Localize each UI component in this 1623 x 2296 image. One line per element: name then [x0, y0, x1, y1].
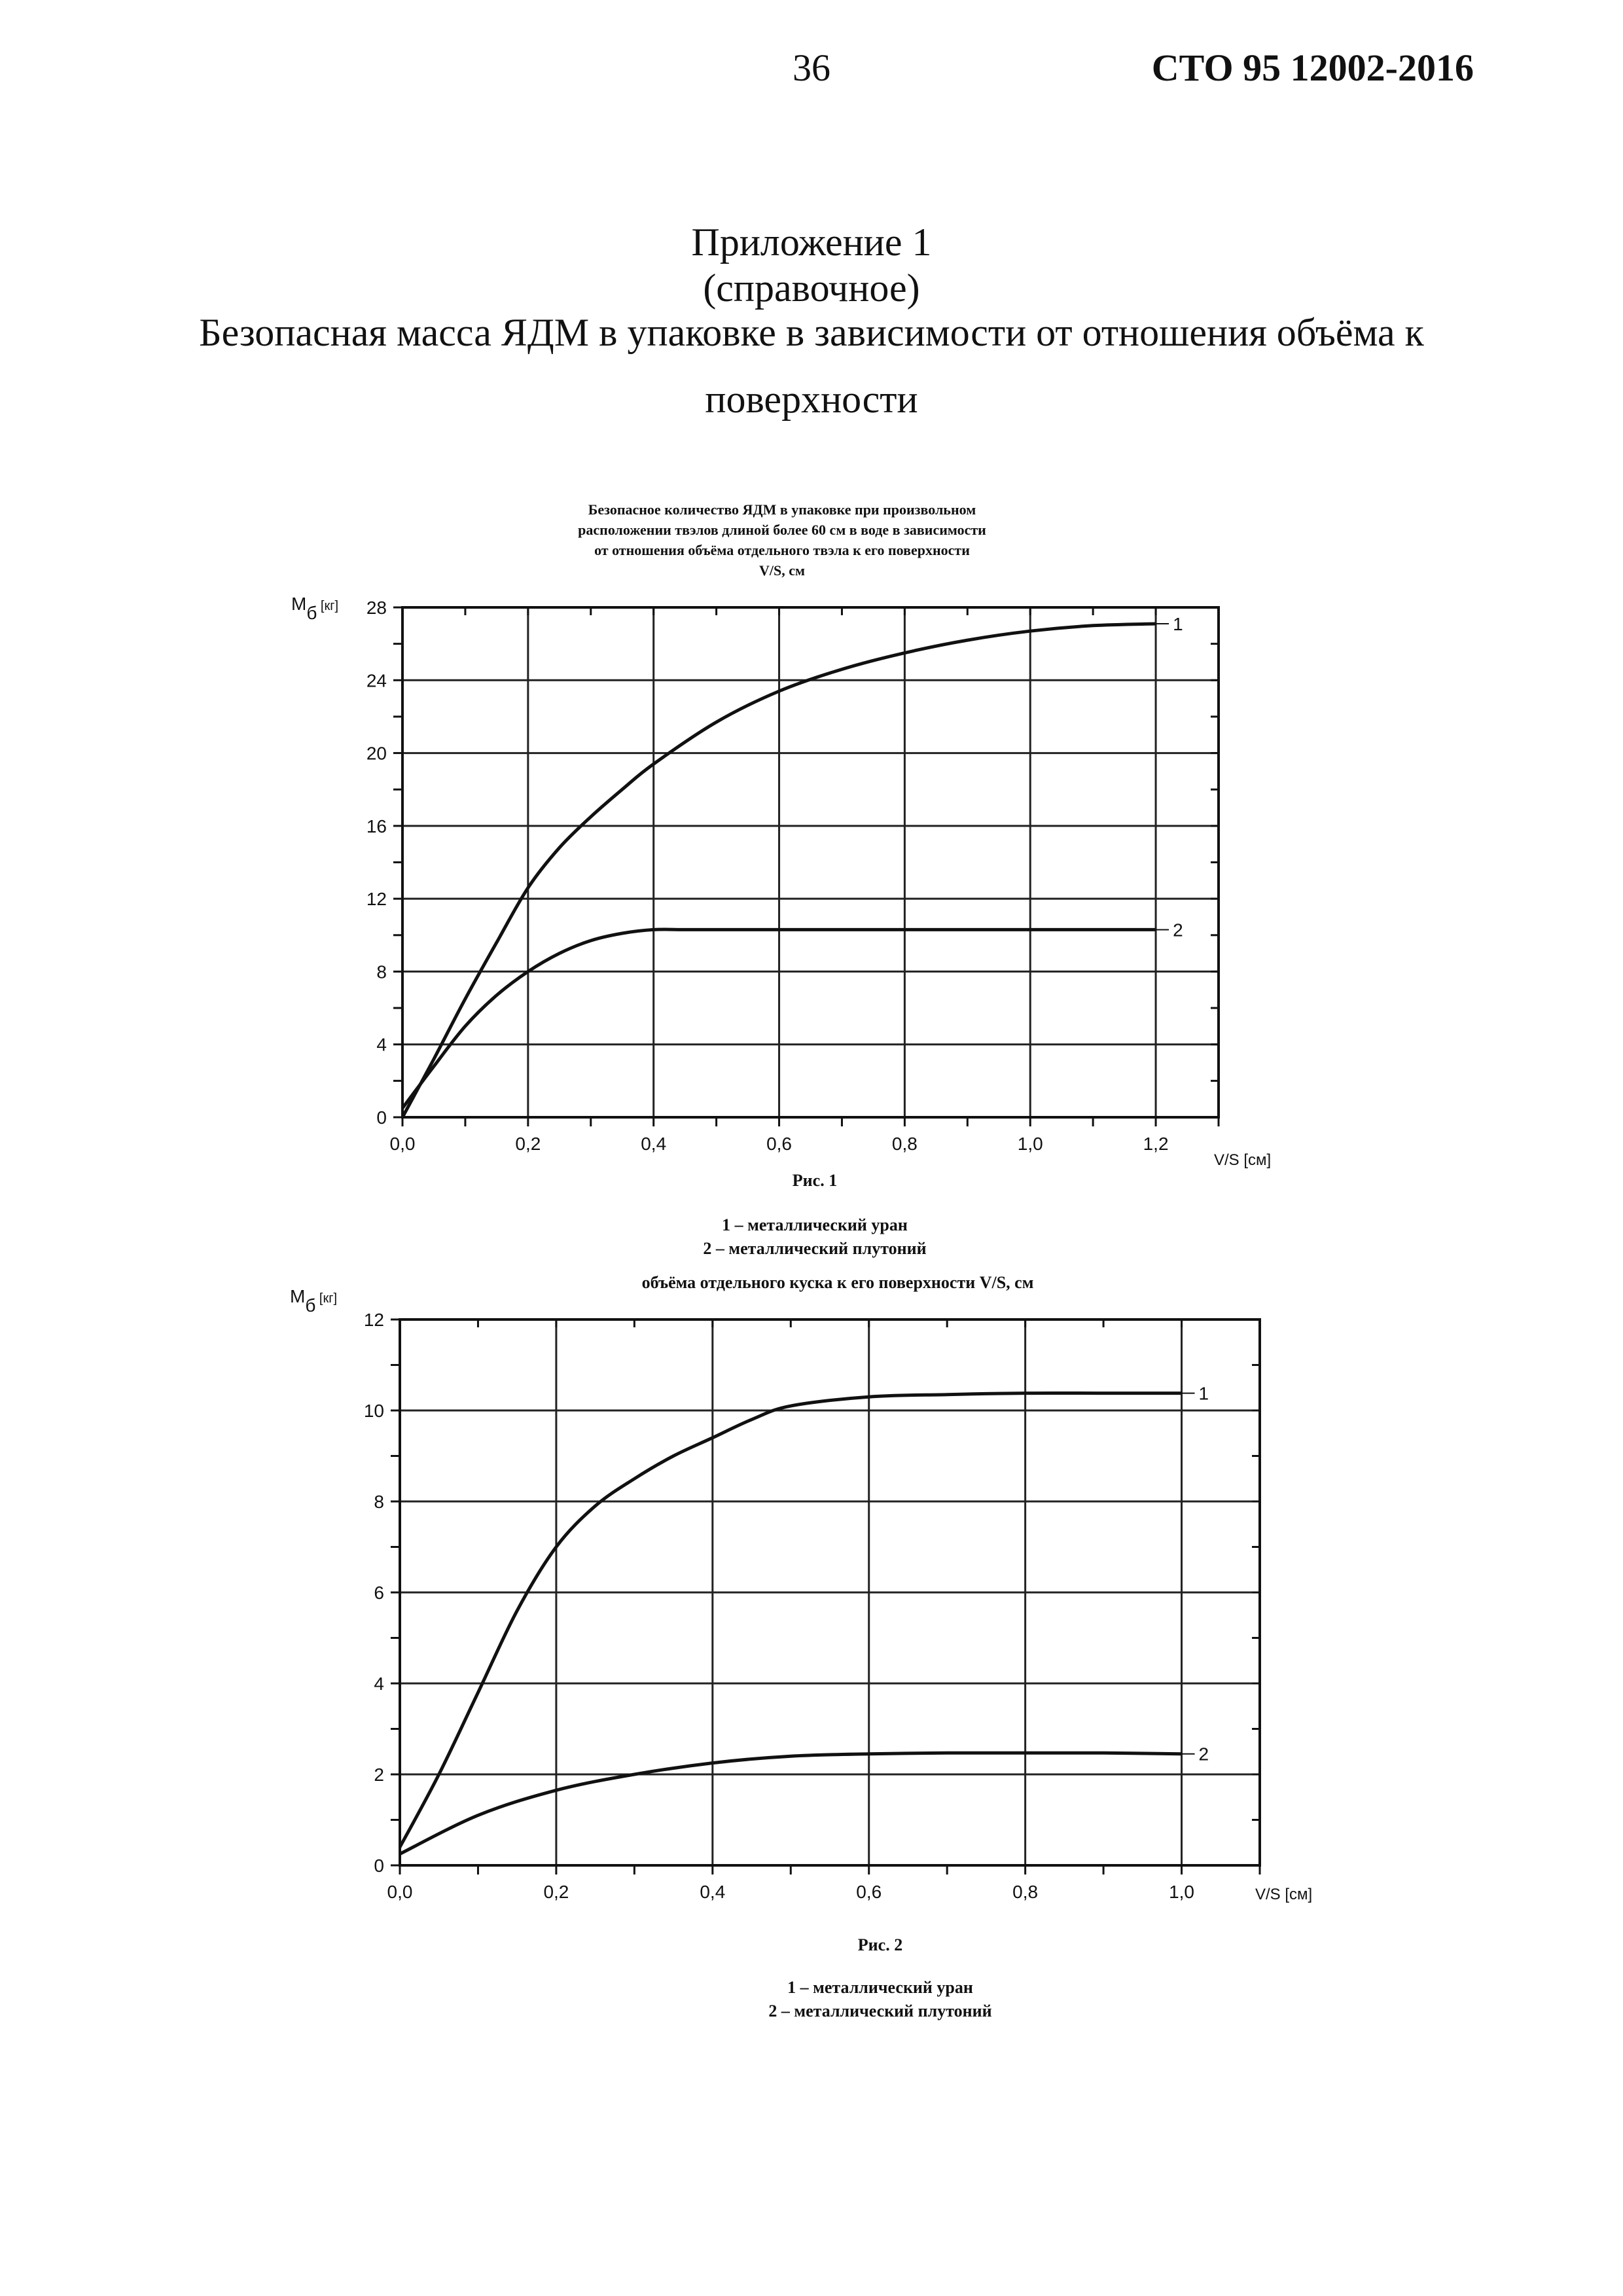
appendix-heading-line1: Безопасная масса ЯДМ в упаковке в зависимости от отношения объёма к: [199, 311, 1424, 354]
y-tick-label: 24: [366, 670, 387, 691]
y-tick-label: 12: [363, 1310, 384, 1330]
chart-title-line: Безопасное количество ЯДМ в упаковке при произвольном: [588, 501, 976, 518]
appendix-heading-line2: поверхности: [705, 378, 918, 421]
y-tick-label: 10: [363, 1401, 384, 1421]
x-tick-label: 0,6: [856, 1882, 882, 1902]
y-tick-label: 28: [366, 598, 387, 618]
series-line-2: [400, 1753, 1182, 1854]
figure-caption: Рис. 2: [857, 1935, 903, 1954]
appendix-title: Приложение 1: [691, 221, 932, 264]
figure-caption: Рис. 1: [792, 1171, 838, 1190]
chart-figure-2: [290, 1273, 1312, 2020]
x-tick-label: 0,2: [543, 1882, 569, 1902]
x-tick-label: 0,0: [387, 1882, 413, 1902]
chart-title-line: объёма отдельного куска к его поверхности V/S, см: [641, 1273, 1034, 1292]
x-tick-label: 1,0: [1017, 1134, 1043, 1154]
y-tick-label: 20: [366, 743, 387, 764]
y-tick-label: 6: [374, 1583, 384, 1603]
y-axis-subscript: б: [305, 1295, 316, 1316]
y-tick-label: 4: [374, 1674, 384, 1694]
plot-frame: [402, 607, 1219, 1117]
y-tick-label: 12: [366, 889, 387, 910]
x-axis-label: V/S [см]: [1255, 1886, 1313, 1903]
appendix-subtitle: (справочное): [703, 266, 920, 310]
legend-entry: 1 – металлический уран: [722, 1215, 908, 1234]
chart-title-line: V/S, см: [759, 562, 805, 579]
legend-entry: 2 – металлический плутоний: [703, 1239, 927, 1258]
y-axis-symbol: M: [290, 1286, 306, 1306]
y-axis-unit: [кг]: [315, 1291, 338, 1306]
legend-entry: 2 – металлический плутоний: [768, 2001, 992, 2020]
series-line-1: [400, 1393, 1182, 1847]
y-axis-symbol: M: [291, 594, 307, 614]
series-label-2: 2: [1173, 920, 1183, 941]
y-tick-label: 16: [366, 816, 387, 836]
y-tick-label: 4: [376, 1034, 387, 1055]
y-axis-unit: [кг]: [317, 599, 339, 613]
y-tick-label: 0: [374, 1856, 384, 1876]
page-number: 36: [793, 46, 830, 89]
x-axis-label: V/S [см]: [1214, 1151, 1272, 1169]
y-tick-label: 0: [376, 1107, 387, 1128]
y-tick-label: 8: [376, 961, 387, 982]
x-tick-label: 0,8: [1012, 1882, 1039, 1902]
x-tick-label: 0,2: [515, 1134, 541, 1154]
chart-title-line: расположении твэлов длиной более 60 см в воде в зависимости: [578, 522, 986, 538]
document-id: СТО 95 12002-2016: [1151, 46, 1474, 89]
series-label-1: 1: [1198, 1383, 1209, 1404]
legend-entry: 1 – металлический уран: [787, 1978, 973, 1997]
x-tick-label: 0,4: [700, 1882, 726, 1902]
y-axis-label: [291, 594, 338, 623]
y-tick-label: 8: [374, 1492, 384, 1512]
chart-title-line: от отношения объёма отдельного твэла к его поверхности: [594, 542, 970, 558]
x-tick-label: 0,0: [389, 1134, 416, 1154]
series-label-2: 2: [1198, 1744, 1209, 1765]
x-tick-label: 0,8: [891, 1134, 918, 1154]
y-axis-label: [290, 1286, 337, 1316]
x-tick-label: 0,6: [766, 1134, 793, 1154]
series-label-1: 1: [1173, 614, 1183, 635]
x-tick-label: 0,4: [641, 1134, 667, 1154]
x-tick-label: 1,0: [1169, 1882, 1195, 1902]
y-axis-subscript: б: [306, 603, 317, 623]
x-tick-label: 1,2: [1143, 1134, 1169, 1154]
y-tick-label: 2: [374, 1765, 384, 1785]
chart-figure-1: [291, 501, 1271, 1258]
